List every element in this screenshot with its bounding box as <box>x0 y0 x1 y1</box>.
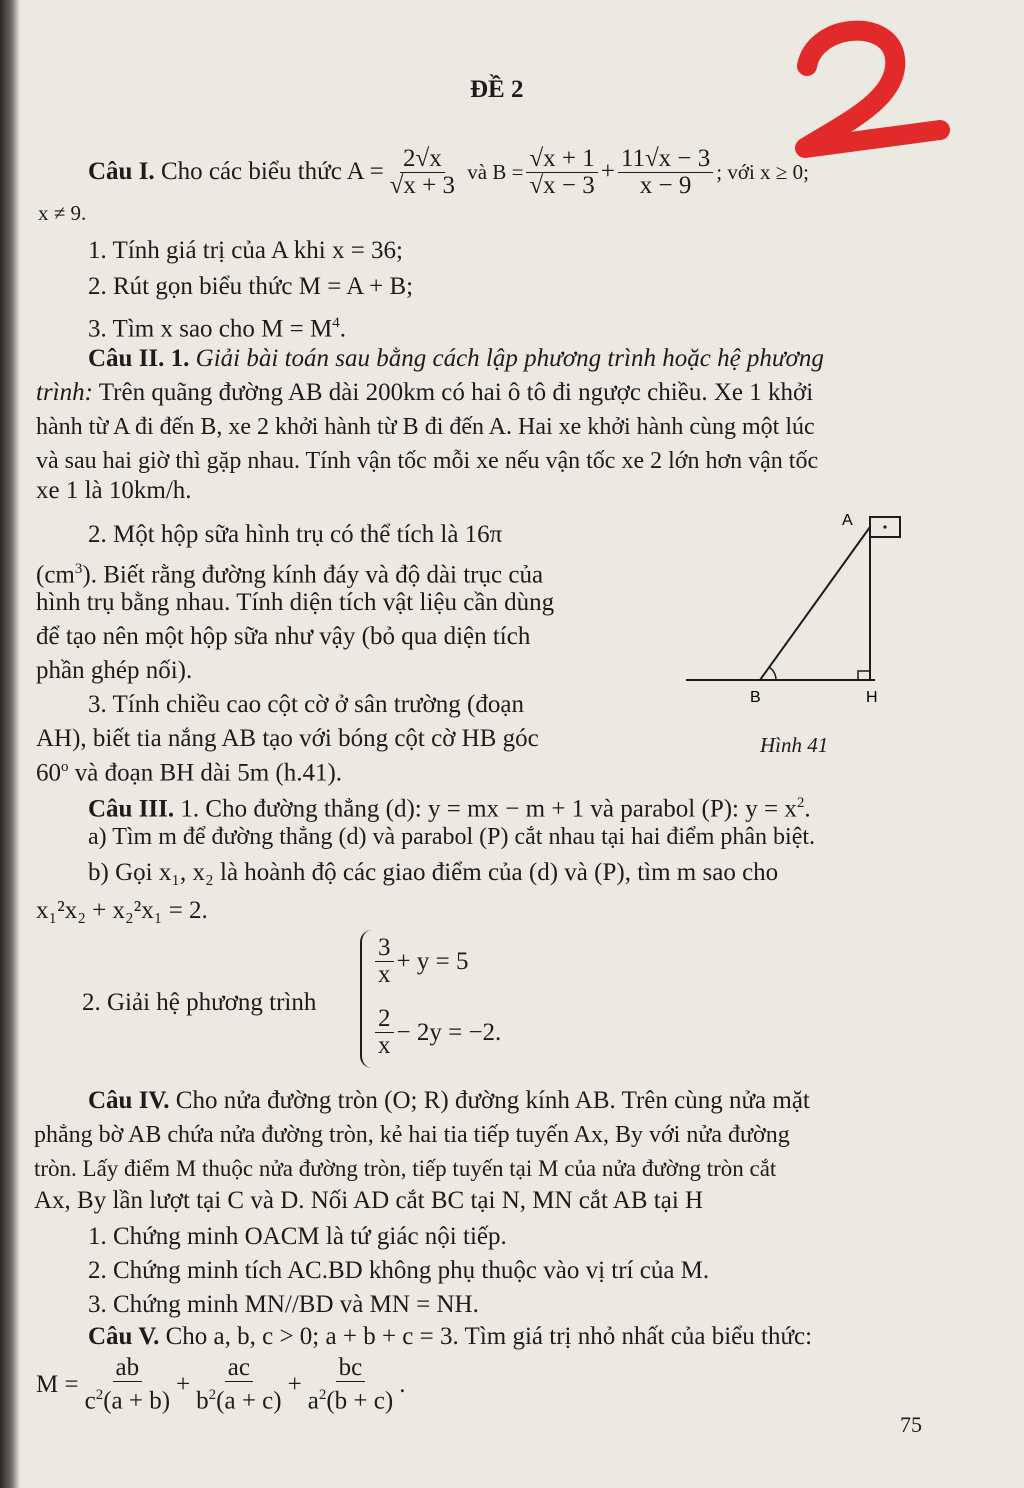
system-label: 2. Giải hệ phương trình <box>82 989 317 1016</box>
fraction-1-factor: (a + b) <box>103 1387 171 1415</box>
period: . <box>339 315 346 343</box>
condition-2: x ≠ 9. <box>38 201 87 225</box>
unit-open: (cm <box>36 561 75 589</box>
label-a: A <box>842 512 853 529</box>
fraction-b2-denominator: x − 9 <box>639 171 692 199</box>
fraction-a <box>387 146 458 199</box>
fraction-1-exponent: 2 <box>95 1387 104 1404</box>
condition-1: ; với x ≥ 0; <box>716 160 809 184</box>
cau3-line-1 <box>88 788 811 824</box>
eq1-denominator: x <box>378 961 391 988</box>
cau4-line-1 <box>88 1086 810 1116</box>
sun-ray-ab <box>760 527 870 680</box>
cau2-part-2-line-2-text: ). Biết rằng đường kính đáy và độ dài trục của <box>82 561 544 589</box>
cau1-expression-line <box>88 132 809 212</box>
cau1-question-3-text: 3. Tìm x sao cho M = M <box>88 315 333 343</box>
plus-sign-2: + <box>287 1371 302 1398</box>
fraction-2-factor: (a + c) <box>216 1387 282 1415</box>
page-number: 75 <box>900 1412 922 1437</box>
fraction-2-base: b <box>196 1387 209 1415</box>
fraction-3-base: a <box>307 1387 319 1415</box>
cau3-label: Câu III. <box>88 795 175 823</box>
plus-sign-1: + <box>176 1371 191 1398</box>
period: . <box>804 795 811 823</box>
fraction-2-numerator: ac <box>225 1355 253 1382</box>
handwritten-number-2 <box>785 18 955 168</box>
cau2-part-1-italic: Giải bài toán sau bằng cách lập phương trình hoặc hệ phương <box>195 345 824 372</box>
cau3-question-b: b) Gọi x₁, x₂ là hoành độ các giao điểm của (d) và (P), tìm m sao cho <box>88 859 779 886</box>
fraction-3-exponent: 2 <box>318 1387 327 1404</box>
cau2-part-3-line-3-text: và đoạn BH dài 5m (h.41). <box>74 759 343 787</box>
eq1-fraction <box>375 935 394 988</box>
cau2-part-2-line-5: phần ghép nối). <box>36 657 193 684</box>
cau4-label: Câu IV. <box>88 1087 170 1114</box>
eq1-rest: + y = 5 <box>396 947 469 975</box>
cau5-fraction-1 <box>82 1355 173 1414</box>
cau2-part-2-line-3: hình trụ bằng nhau. Tính diện tích vật liệu cần dùng <box>36 589 555 616</box>
fraction-3-factor: (b + c) <box>326 1387 394 1415</box>
figure-caption: Hình 41 <box>760 733 829 757</box>
system-equation-1 <box>372 935 468 988</box>
eq2-rest: − 2y = −2. <box>396 1018 502 1046</box>
cau4-line-1-text: Cho nửa đường tròn (O; R) đường kính AB. Trên cùng nửa mặt <box>175 1087 810 1114</box>
fraction-1-base: c <box>84 1387 96 1415</box>
cau2-part-1-number: 1. <box>170 345 190 372</box>
cau3-line-1-text: 1. Cho đường thẳng (d): y = mx − m + 1 và parabol (P): y = x <box>180 795 797 823</box>
fraction-b1-numerator: √x + 1 <box>526 146 597 173</box>
cau4-question-2: 2. Chứng minh tích AC.BD không phụ thuộc vào vị trí của M. <box>88 1257 710 1284</box>
fraction-b2 <box>618 146 713 199</box>
unit-exponent: 3 <box>74 561 83 577</box>
exponent: 4 <box>332 315 340 331</box>
cau2-line-2 <box>36 378 813 408</box>
fraction-b2-numerator: 11√x − 3 <box>618 146 713 173</box>
cau3-question-a: a) Tìm m để đường thẳng (d) và parabol (P) cắt nhau tại hai điểm phân biệt. <box>88 824 816 850</box>
cau4-line-4: Ax, By lần lượt tại C và D. Nối AD cắt BC tại N, MN cắt AB tại H <box>34 1187 704 1214</box>
period: . <box>399 1371 406 1398</box>
fraction-b1-denominator: √x − 3 <box>529 171 595 199</box>
fraction-2-exponent: 2 <box>208 1387 217 1404</box>
label-b: B <box>750 689 761 705</box>
cau1-intro: Cho các biểu thức A = <box>160 158 384 185</box>
parabol-exponent: 2 <box>796 795 805 811</box>
figure-41 <box>680 505 920 705</box>
cau2-part-2-line-2 <box>36 554 543 590</box>
cau2-part-2-line-1: 2. Một hộp sữa hình trụ có thể tích là 16π <box>88 521 503 548</box>
eq2-fraction <box>375 1006 394 1059</box>
eq2-numerator: 2 <box>375 1006 394 1033</box>
cau5-line-1 <box>88 1322 812 1352</box>
cau4-question-1: 1. Chứng minh OACM là tứ giác nội tiếp. <box>88 1223 507 1250</box>
fraction-1-denominator <box>82 1382 173 1414</box>
cau2-line-2-text: Trên quãng đường AB dài 200km có hai ô tô đi ngược chiều. Xe 1 khởi <box>98 379 814 406</box>
fraction-a-denominator: √x + 3 <box>389 171 456 199</box>
cau2-part-3-line-2: AH), biết tia nắng AB tạo với bóng cột cờ HB góc <box>36 725 539 752</box>
cau2-part-2-line-4: để tạo nên một hộp sữa như vậy (bỏ qua diện tích <box>36 623 531 650</box>
degree-mark: o <box>61 759 69 775</box>
plus-sign: + <box>600 158 615 185</box>
cau1-question-1: 1. Tính giá trị của A khi x = 36; <box>88 237 404 264</box>
fraction-1-numerator: ab <box>113 1355 143 1382</box>
fraction-3-numerator: bc <box>336 1355 366 1382</box>
fraction-b1 <box>526 146 597 199</box>
cau2-italic-word: trình: <box>36 379 93 406</box>
cau2-line-3: hành từ A đi đến B, xe 2 khởi hành từ B đi đến A. Hai xe khởi hành cùng một lúc <box>36 414 815 440</box>
angle-arc <box>769 667 776 680</box>
cau5-expression <box>36 1352 405 1418</box>
cau2-line-4: và sau hai giờ thì gặp nhau. Tính vận tốc mỗi xe nếu vận tốc xe 2 lớn hơn vận tốc <box>36 448 819 474</box>
fraction-2-denominator <box>193 1382 284 1414</box>
cau1-question-2: 2. Rút gọn biểu thức M = A + B; <box>88 273 414 300</box>
cau3-question-b-equation: x₁²x₂ + x₂²x₁ = 2. <box>36 897 208 924</box>
cau2-line-5: xe 1 là 10km/h. <box>36 477 192 504</box>
cau4-line-2: phẳng bờ AB chứa nửa đường tròn, kẻ hai tia tiếp tuyến Ax, By với nửa đường <box>34 1122 790 1148</box>
page-title: ĐỀ 2 <box>470 76 524 103</box>
eq1-numerator: 3 <box>375 935 394 962</box>
cau2-label: Câu II. <box>88 345 165 372</box>
m-equals: M = <box>36 1371 79 1398</box>
cau1-question-3 <box>88 308 346 344</box>
system-equation-2 <box>372 1006 501 1059</box>
fraction-3-denominator <box>305 1382 396 1414</box>
label-h: H <box>866 689 878 705</box>
cau5-fraction-2 <box>193 1355 284 1414</box>
cau4-line-3: tròn. Lấy điểm M thuộc nửa đường tròn, tiếp tuyến tại M của nửa đường tròn cắt <box>34 1156 777 1181</box>
cau2-part-3-line-1: 3. Tính chiều cao cột cờ ở sân trường (đoạn <box>88 691 524 718</box>
right-angle-mark <box>858 671 870 680</box>
cau5-label: Câu V. <box>88 1323 160 1350</box>
eq2-denominator: x <box>378 1032 391 1059</box>
and-b-text: và B = <box>467 160 524 184</box>
cau5-fraction-3 <box>305 1355 396 1414</box>
cau2-line-1 <box>88 344 824 374</box>
cau4-question-3: 3. Chứng minh MN//BD và MN = NH. <box>88 1291 479 1318</box>
fraction-a-numerator: 2√x <box>400 146 445 173</box>
cau2-part-3-line-3 <box>36 752 342 788</box>
cau5-line-1-text: Cho a, b, c > 0; a + b + c = 3. Tìm giá trị nhỏ nhất của biểu thức: <box>165 1323 813 1350</box>
cau1-label: Câu I. <box>88 158 155 185</box>
angle-value: 60 <box>36 759 61 787</box>
flag-dot <box>883 525 886 528</box>
page-binding-shadow <box>0 0 20 1488</box>
